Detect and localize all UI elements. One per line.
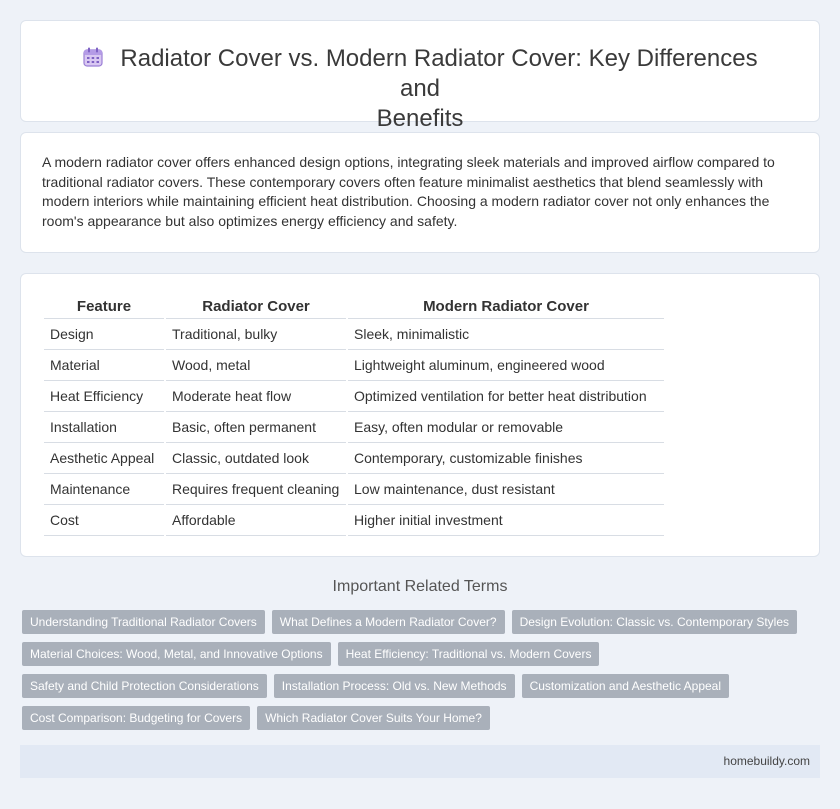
radiator-cell: Moderate heat flow xyxy=(166,381,346,412)
feature-cell: Maintenance xyxy=(44,474,164,505)
table-header-row xyxy=(44,294,664,319)
related-tag[interactable]: Safety and Child Protection Considerations xyxy=(22,674,267,698)
radiator-cell: Affordable xyxy=(166,505,346,536)
page-title xyxy=(61,44,779,134)
title-line-2: Benefits xyxy=(376,105,464,132)
table-row xyxy=(44,505,664,536)
tag-row xyxy=(22,674,822,698)
radiator-cell: Traditional, bulky xyxy=(166,319,346,350)
related-tag[interactable]: Material Choices: Wood, Metal, and Innovative Options xyxy=(22,642,331,666)
radiator-cell: Classic, outdated look xyxy=(166,443,346,474)
feature-cell: Installation xyxy=(44,412,164,443)
modern-cell: Contemporary, customizable finishes xyxy=(348,443,664,474)
related-tag[interactable]: Installation Process: Old vs. New Methods xyxy=(274,674,515,698)
intro-card xyxy=(20,132,820,253)
table-row xyxy=(44,474,664,505)
title-card xyxy=(20,20,820,132)
header-modern-radiator-cover: Modern Radiator Cover xyxy=(348,294,664,319)
related-tag[interactable]: Which Radiator Cover Suits Your Home? xyxy=(257,706,490,730)
table-row xyxy=(44,443,664,474)
comparison-table xyxy=(42,294,666,536)
related-tag[interactable]: Understanding Traditional Radiator Covers xyxy=(22,610,265,634)
feature-cell: Cost xyxy=(44,505,164,536)
tag-row xyxy=(22,642,822,666)
radiator-cell: Basic, often permanent xyxy=(166,412,346,443)
radiator-cell: Requires frequent cleaning xyxy=(166,474,346,505)
related-tag[interactable]: Cost Comparison: Budgeting for Covers xyxy=(22,706,250,730)
radiator-cell: Wood, metal xyxy=(166,350,346,381)
footer xyxy=(20,745,820,778)
modern-cell: Higher initial investment xyxy=(348,505,664,536)
intro-paragraph: A modern radiator cover offers enhanced design options, integrating sleek materials and improved airflow compared to traditional radiator covers. These contemporary covers often feature minimalist aesthetics that blend seamlessly with modern interiors while maintaining efficient heat distribution. Choosing a modern radiator cover not only enhances the room's appearance but also optimizes energy efficiency and safety. xyxy=(42,154,775,229)
feature-cell: Heat Efficiency xyxy=(44,381,164,412)
feature-cell: Aesthetic Appeal xyxy=(44,443,164,474)
related-tag[interactable]: Customization and Aesthetic Appeal xyxy=(522,674,729,698)
comparison-card xyxy=(20,273,820,557)
feature-cell: Design xyxy=(44,319,164,350)
table-row xyxy=(44,381,664,412)
header-radiator-cover: Radiator Cover xyxy=(166,294,346,319)
table-row xyxy=(44,350,664,381)
modern-cell: Low maintenance, dust resistant xyxy=(348,474,664,505)
footer-site-link[interactable]: homebuildy.com xyxy=(723,754,810,768)
table-row xyxy=(44,319,664,350)
modern-cell: Sleek, minimalistic xyxy=(348,319,664,350)
related-tag[interactable]: Heat Efficiency: Traditional vs. Modern Covers xyxy=(338,642,600,666)
feature-cell: Material xyxy=(44,350,164,381)
related-tag[interactable]: What Defines a Modern Radiator Cover? xyxy=(272,610,505,634)
related-terms-list xyxy=(22,610,822,738)
related-tag[interactable]: Design Evolution: Classic vs. Contemporary Styles xyxy=(512,610,797,634)
tag-row xyxy=(22,706,822,730)
modern-cell: Lightweight aluminum, engineered wood xyxy=(348,350,664,381)
modern-cell: Optimized ventilation for better heat distribution xyxy=(348,381,664,412)
table-row xyxy=(44,412,664,443)
calendar-icon xyxy=(82,46,104,68)
related-terms-heading: Important Related Terms xyxy=(332,578,508,595)
tag-row xyxy=(22,610,822,634)
header-feature: Feature xyxy=(44,294,164,319)
title-line-1: Radiator Cover vs. Modern Radiator Cover: Key Differences and xyxy=(120,45,758,102)
modern-cell: Easy, often modular or removable xyxy=(348,412,664,443)
